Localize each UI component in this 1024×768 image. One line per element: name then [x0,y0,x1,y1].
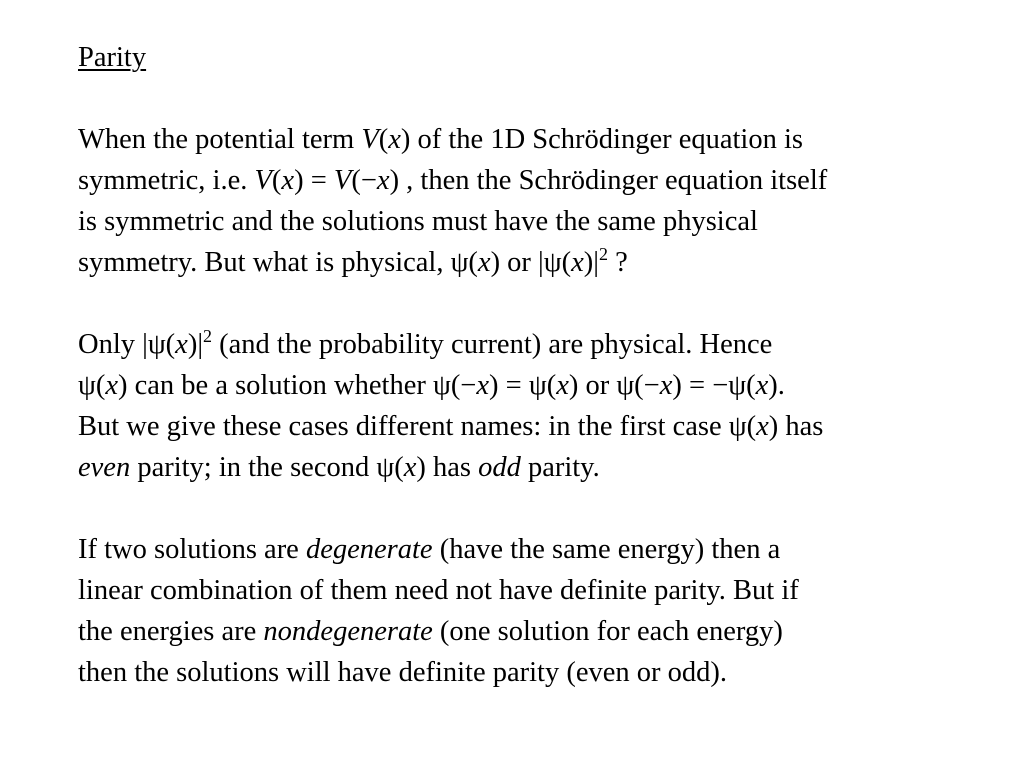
text-line: Only $|\psi(x)|^2$ (and the probability current) are physical. Hence [78,326,773,360]
slide-content [78,37,998,693]
paragraph-degeneracy [78,529,998,693]
text-line: is symmetric and the solutions must have the same physical [78,206,758,237]
text-line: the energies are nondegenerate (one solution for each energy) [78,616,783,647]
text-line: even parity; in the second ψ(x) has odd parity. [78,452,600,483]
text-line: ψ(x) can be a solution whether ψ(−x) = ψ(x) or ψ(−x) = −ψ(x). [78,370,785,401]
text-line: linear combination of them need not have definite parity. But if [78,575,799,606]
page-title: Parity [78,42,147,73]
paragraph-physical-quantities [78,324,998,488]
text-line: symmetry. But what is physical, ψ(x) or $|\psi(x)|^2$ ? [78,244,628,278]
text-line: If two solutions are degenerate (have the same energy) then a [78,534,781,565]
text-line: When the potential term V(x) of the 1D Schrödinger equation is [78,124,803,155]
text-line: then the solutions will have definite parity (even or odd). [78,657,728,688]
text-line: symmetric, i.e. V(x) = V(−x) , then the Schrödinger equation itself [78,165,828,196]
text-line: But we give these cases different names: in the first case ψ(x) has [78,411,824,442]
paragraph-symmetric-potential [78,119,998,283]
